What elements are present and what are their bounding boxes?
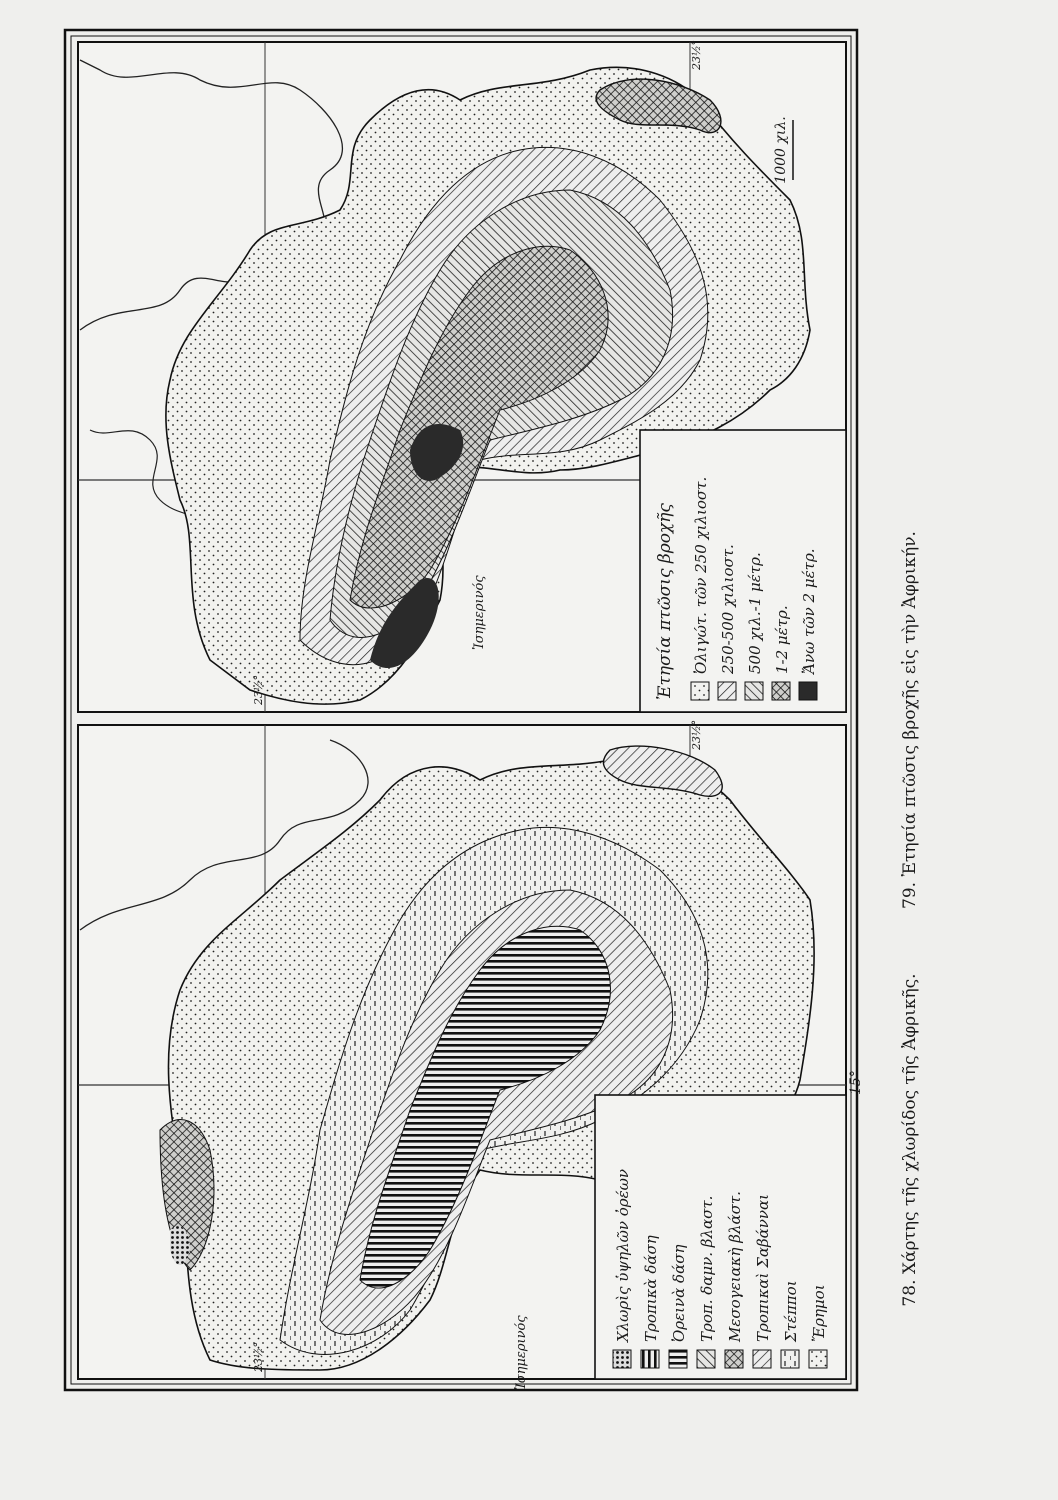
vegetation-legend-box xyxy=(595,1095,846,1379)
veg-equator-label: Ἰσημερινός xyxy=(514,1315,529,1390)
vegetation-legend-swatch-0 xyxy=(613,1350,631,1368)
rainfall-legend-swatch-1 xyxy=(718,682,736,700)
vegetation-legend-label-2: Ὀρεινὰ δάση xyxy=(670,1244,688,1342)
caption-fig79: 79. Ἐτησία πτῶσις βροχῆς εἰς τὴν Ἀφρικήν. xyxy=(900,531,920,909)
veg-tropic-label-north: 23½° xyxy=(252,1341,265,1372)
vegetation-legend-swatch-3 xyxy=(697,1350,715,1368)
vegetation-legend-swatch-5 xyxy=(753,1350,771,1368)
vegetation-legend-swatch-1 xyxy=(641,1350,659,1368)
rainfall-legend-swatch-4 xyxy=(799,682,817,700)
equator-label: Ἰσημερινός xyxy=(472,575,487,650)
vegetation-legend-label-0: Χλωρὶς ὑψηλῶν ὀρέων xyxy=(614,1168,632,1342)
rainfall-legend-swatch-3 xyxy=(772,682,790,700)
tropic-label-north: 23½° xyxy=(252,674,265,705)
vegetation-legend-swatch-4 xyxy=(725,1350,743,1368)
rainfall-legend-swatch-2 xyxy=(745,682,763,700)
rainfall-map xyxy=(78,40,846,712)
rainfall-legend-title: Ἐτησία πτῶσις βροχῆς xyxy=(655,503,675,700)
rainfall-legend-swatch-0 xyxy=(691,682,709,700)
scale-label: 1000 χιλ. xyxy=(773,116,789,184)
veg-tropic-label-south: 23½° xyxy=(690,719,703,750)
vegetation-legend-label-7: Ἔρημοι xyxy=(810,1284,828,1342)
vegetation-legend-label-3: Τροπ. δαμν. βλαστ. xyxy=(698,1195,716,1342)
vegetation-legend-swatch-2 xyxy=(669,1350,687,1368)
rainfall-legend-label-1: 250-500 χιλιοστ. xyxy=(719,544,737,674)
vegetation-legend-label-6: Στέπποι xyxy=(782,1280,800,1342)
veg-meridian-label: 15° xyxy=(848,1070,864,1095)
vegetation-legend-label-5: Τροπικαὶ Σαβάνναι xyxy=(754,1194,772,1342)
caption-fig78: 78. Χάρτης τῆς χλωρίδος τῆς Ἀφρικῆς. xyxy=(900,973,920,1307)
rainfall-legend-label-0: Ὀλιγώτ. τῶν 250 χιλιοστ. xyxy=(692,476,710,674)
rainfall-legend-label-2: 500 χιλ.-1 μέτρ. xyxy=(746,552,764,674)
vegetation-map xyxy=(78,720,864,1390)
rainfall-legend-label-4: Ἄνω τῶν 2 μέτρ. xyxy=(800,548,818,674)
rainfall-legend-label-3: 1-2 μέτρ. xyxy=(773,605,791,674)
vegetation-legend-swatch-6 xyxy=(781,1350,799,1368)
vegetation-legend-label-4: Μεσογειακὴ βλάστ. xyxy=(726,1191,744,1342)
vegetation-legend-swatch-7 xyxy=(809,1350,827,1368)
vegetation-legend-label-1: Τροπικὰ δάση xyxy=(642,1235,660,1342)
tropic-label-south: 23½° xyxy=(690,39,703,70)
